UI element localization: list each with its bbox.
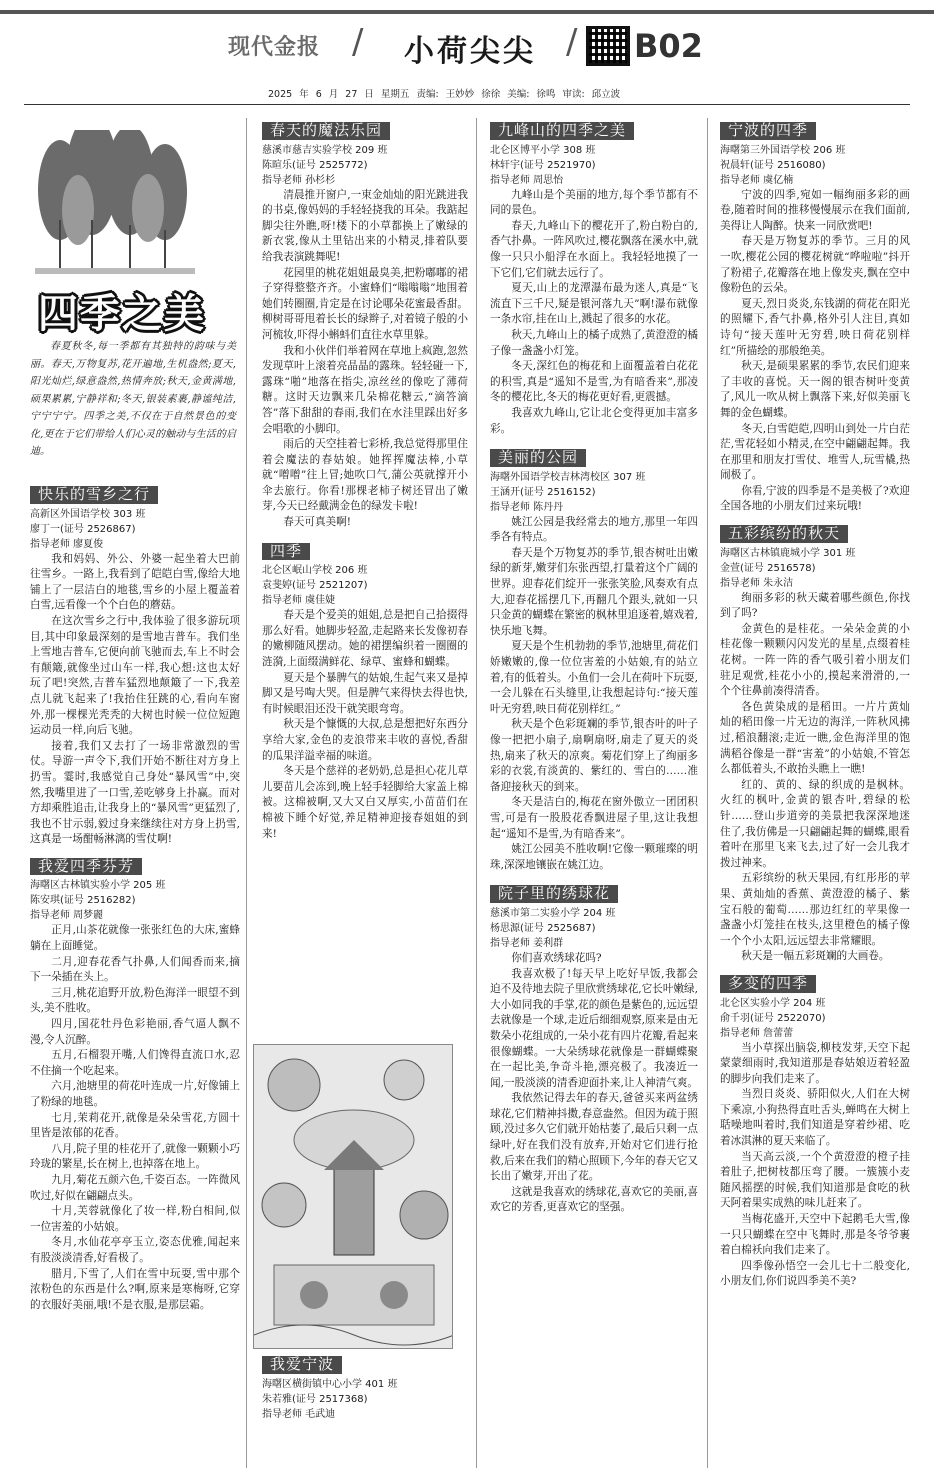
paragraph: 金黄色的是桂花。一朵朵金黄的小桂花像一颗颗闪闪发光的星星,点缀着桂花树。一阵一阵的香气吸引着小朋友们驻足观赏,桂花小小的,摸起来滑滑的,一个个往鼻前凑得清香。 [720,622,910,698]
paragraph: 九峰山是个美丽的地方,每个季节都有不同的景色。 [490,188,698,217]
author: 陈暄乐(证号 2525772) [262,159,368,171]
school: 海曙外国语学校吉林湾校区 307 班 [490,471,646,483]
column-3 [490,120,698,1216]
feature-title: 四季之美 [38,291,206,337]
intro-text: 春夏秋冬,每一季都有其独特的韵味与美丽。春天,万物复苏,花开遍地,生机盎然;夏天,阳光灿烂,绿意盎然,热情奔放;秋天,金黄满地,硕果累累,宁静祥和;冬天,银装素裹,静谧纯洁,宁宁宁宁。四季之美,不仅在于自然景色的变化,更在于它们带给人们心灵的触动与生活的启迪。 [30,341,236,457]
paragraph: 夏天,烈日炎炎,东钱湖的荷花在阳光的照耀下,香气扑鼻,格外引人注目,真如诗句“接天莲叶无穷碧,映日荷花别样红”所描绘的那般绝美。 [720,297,910,357]
article [720,973,910,1290]
article-title: 九峰山的四季之美 [490,122,634,140]
paragraph: 四季像孙悟空一会儿七十二般变化,小朋友们,你们说四季美不美? [720,1259,910,1288]
author: 杨思源(证号 2525687) [490,922,596,934]
author: 俞千羽(证号 2522070) [720,1012,826,1024]
article [262,541,468,843]
article-title: 四季 [262,543,310,561]
author: 金萱(证号 2516578) [720,562,816,574]
header-divider: / [352,22,364,62]
author: 陈安琪(证号 2516282) [30,895,136,907]
teacher: 指导老师 廖夏俊 [30,538,104,550]
paragraph: 清晨推开窗户,一束金灿灿的阳光跳进我的书桌,像妈妈的手轻轻挠我的耳朵。我踮起脚尖往外瞧,呀!楼下的小草都换上了嫩绿的新衣裳,像从土里钻出来的小精灵,排着队要给我表演跳舞呢! [262,188,468,263]
paragraph: 当小草探出脑袋,柳枝发芽,天空下起蒙蒙细雨时,我知道那是春姑娘迈着轻盈的脚步向我们走来了。 [720,1041,910,1085]
paragraph: 秋天是个慷慨的大叔,总是想把好东西分享给大家,金色的麦浪带来丰收的喜悦,香甜的瓜果洋溢幸福的味道。 [262,718,468,762]
paragraph: 绚丽多彩的秋天藏着哪些颜色,你找到了吗? [720,591,910,620]
paragraph: 冬天,白雪皑皑,四明山到处一片白茫茫,雪花轻如小精灵,在空中翩翩起舞。我在那里和朋友打雪仗、堆雪人,玩雪橇,热闹极了。 [720,422,910,482]
childrens-drawing [253,1044,453,1349]
article-title: 美丽的公园 [490,449,586,467]
author: 廖丁一(证号 2526867) [30,523,136,535]
paragraph: 六月,池塘里的荷花叶连成一片,好像铺上了粉绿的地毯。 [30,1080,240,1108]
school: 海曙区横街镇中心小学 401 班 [262,1378,398,1390]
paragraph: 我依然记得去年的春天,爸爸买来两盆绣球花,它们精神抖擞,春意盎然。但因为疏于照顾,没过多久它们就开始枯萎了,最后只剩一点绿叶,好在我们没有放弃,开始对它们进行抢救,后来在我们的精心照顾下,今年的春天它又长出了嫩芽,开出了花。 [490,1092,699,1183]
paragraph: 我喜欢九峰山,它让北仑变得更加丰富多彩。 [490,406,698,435]
column-divider [476,118,477,1468]
teacher: 指导老师 孙杉杉 [262,174,336,186]
paragraph: 九月,菊花五颜六色,千姿百态。一阵微风吹过,好似在翩翩点头。 [30,1173,240,1202]
paragraph: 冬天是洁白的,梅花在窗外傲立一团团积雪,可是有一股股花香飘进屋子里,这让我想起“遥知不是雪,为有暗香来”。 [490,796,698,840]
teacher: 指导老师 詹蕾蕾 [720,1027,794,1039]
paragraph: 五月,石榴裂开嘴,人们馋得直流口水,忍不住摘一个吃起来。 [30,1049,240,1077]
column-2-bottom [262,1354,468,1422]
article [490,120,698,437]
paragraph: 我和小伙伴们举着网在草地上疯跑,忽然发现草叶上滚着亮晶晶的露珠。轻轻碰一下,露珠“啪”地落在指尖,凉丝丝的像吃了薄荷糖。这时天边飘来几朵棉花糖云,“滴答滴答”落下甜甜的春雨,我们在水洼里踩出好多会唱歌的小脚印。 [262,344,468,435]
paragraph: 冬天,深红色的梅花和上面覆盖着白花花的积雪,真是“遥知不是雪,为有暗香来”,那凌冬的樱花比,冬天的梅花更好看,更震撼。 [490,360,698,404]
school: 海曙区古林镇实验小学 205 班 [30,880,166,892]
school: 高新区外国语学校 303 班 [30,508,146,520]
school: 北仑区博平小学 308 班 [490,144,596,156]
paragraph: 腊月,下雪了,人们在雪中玩耍,雪中那个浓粉色的东西是什么?啊,原来是寒梅呀,它穿的衣服好美丽,哦!不是衣服,是那层霜。 [30,1267,240,1311]
article [490,883,698,1216]
author: 朱若雅(证号 2517368) [262,1393,368,1405]
article [490,447,698,873]
paragraph: 秋天是一幅五彩斑斓的大画卷。 [741,950,890,963]
teacher: 指导老师 虞佳婕 [262,595,336,607]
article-title: 院子里的绣球花 [490,885,618,903]
paragraph: 当天高云淡,一个个黄澄澄的橙子挂着肚子,把树枝都压弯了腰。一簇簇小麦随风摇摆的时候,我们知道那是食吃的秋天阿着果实成熟的味儿赶来了。 [720,1150,910,1210]
paragraph: 宁波的四季,宛如一幅绚丽多彩的画卷,随着时间的推移慢慢展示在我们面前,美得让人陶醉。快来一同欣赏吧! [720,188,910,232]
paragraph: 我喜欢极了!每天早上吃好早饭,我都会迫不及待地去院子里欣赏绣球花,它长叶嫩绿,大小如同我的手掌,花的颜色是紫色的,远远望去就像是一个球,走近后细细观察,原来是由无数朵小花组成的,一朵小花有四片花瓣,看起来很像蝴蝶。一大朵绣球花就像是一群蝴蝶聚在一起比美,争奇斗艳,漂亮极了。我凑近一闻,一股淡淡的清香迎面扑来,让人神清气爽。 [490,967,699,1089]
teacher: 指导老师 陈丹丹 [490,501,564,513]
paragraph: 接着,我们又去打了一场非常激烈的雪仗。导游一声令下,我们开始不断往对方身上扔雪。霎时,我感觉自己身处“暴风雪”中,突然,我嘴里进了一口雪,差吃够身上扑赢。而对方却乘胜追击,让我身上的“暴风雪”更猛烈了,我也不甘示弱,毅过身来继续往对方身上扔雪,这真是一场酣畅淋漓的雪仗啊! [30,739,240,846]
paragraph: 姚江公园是我经常去的地方,那里一年四季各有特点。 [490,515,698,544]
paragraph: 雨后的天空挂着七彩桥,我总觉得那里住着会魔法的春姑娘。她挥挥魔法棒,小草就“噌噌”往上冒;她吹口气,蒲公英就撑开小伞去旅行。你看!那棵老柿子树还冒出了嫩芽,今天已经戴满金色的绿发卡啦! [262,438,468,513]
author: 林轩宇(证号 2521970) [490,159,596,171]
column-2 [262,120,468,842]
article [262,120,468,531]
page-code: B02 [634,27,703,65]
paragraph: 四月,国花牡丹色彩艳丽,香气逼人飘不漫,令人沉醉。 [30,1018,240,1046]
school: 慈溪市慈吉实验学校 209 班 [262,144,388,156]
teacher: 指导老师 朱永洁 [720,577,794,589]
article-title: 快乐的雪乡之行 [30,486,158,504]
teacher: 指导老师 虞亿楠 [720,174,794,186]
paragraph: 春天是万物复苏的季节。三月的风一吹,樱花公园的樱花树就“哗啦啦”抖开了粉裙子,花瓣落在地上像发夹,飘在空中像粉色的云朵。 [720,235,910,295]
paragraph: 五彩缤纷的秋天果园,有红彤彤的苹果、黄灿灿的香蕉、黄澄澄的橘子、紫宝石般的葡萄……那边红红的苹果像一盏盏小灯笼挂在枝头,这里橙色的橘子像一个个小太阳,远远望去非常耀眼。 [720,872,910,947]
school: 北仑区岷山学校 206 班 [262,565,368,577]
paragraph: 花园里的桃花姐姐最臭美,把粉嘟嘟的裙子穿得整整齐齐。小蜜蜂们“嗡嗡嗡”地围着她们转圈圈,肯定是在讨论哪朵花蜜最香甜。柳树哥哥甩着长长的绿辫子,对着镜子般的小河梳妆,吓得小蝌蚪们直往水草里躲。 [262,266,468,341]
article [720,120,910,515]
column-1 [30,484,240,1313]
article-title: 五彩缤纷的秋天 [720,525,848,543]
column-divider [246,118,247,1468]
article-title: 多变的四季 [720,975,816,993]
school: 慈溪市第二实验小学 204 班 [490,907,616,919]
article-title: 宁波的四季 [720,122,816,140]
paragraph: 秋天,是硕果累累的季节,农民们迎来了丰收的喜悦。天一阁的银杏树叶变黄了,风儿一吹从树上飘落下来,好似美丽飞舞的金色蝴蝶。 [720,360,910,419]
paragraph: 冬月,水仙花亭亭玉立,姿态优雅,闻起来有股淡淡清香,好看极了。 [30,1236,240,1264]
teacher: 指导老师 周思怡 [490,174,564,186]
dateline: 2025 年 6 月 27 日 星期五 责编: 王妙妙 徐徐 美编: 徐鸣 审读: 邱立波 [268,89,621,100]
teacher: 指导老师 周梦麗 [30,910,104,922]
paragraph: 这就是我喜欢的绣球花,喜欢它的美丽,喜欢它的芳香,更喜欢它的坚强。 [490,1185,699,1214]
school: 北仑区实验小学 204 班 [720,997,826,1009]
drawing-illustration [254,1045,453,1349]
paragraph: 当梅花盛开,天空中下起鹅毛大雪,像一只只蝴蝶在空中飞舞时,那是冬爷爷裹着白棉袄向我们走来了。 [720,1213,910,1257]
column-divider [707,118,708,1468]
paragraph: 秋天,九峰山上的橘子成熟了,黄澄澄的橘子像一盏盏小灯笼。 [490,328,699,357]
header-divider: / [566,22,578,62]
article-title: 春天的魔法乐园 [262,122,390,140]
top-rule [0,10,934,14]
paragraph: 夏天,山上的龙潭瀑布最为迷人,真是“飞流直下三千尺,疑是银河落九天”啊!瀑布就像一条水帘,挂在山上,溅起了很多的水花。 [490,282,698,326]
paragraph: 正月,山茶花就像一张张红色的大床,蜜蜂躺在上面睡觉。 [30,924,240,953]
article [30,484,240,848]
paragraph: 秋天是个色彩斑斓的季节,银杏叶的叶子像一把把小扇子,扇啊扇呀,扇走了夏天的炎热,扇来了秋天的凉爽。菊花们穿上了绚丽多彩的衣裳,有淡黄的、紫红的、雪白的……准备迎接秋天的到来。 [490,718,698,793]
teacher: 指导老师 毛武迪 [262,1408,336,1420]
paragraph: 三月,桃花追野开放,粉色海洋一眼望不到头,美不胜收。 [30,986,240,1015]
column-4 [720,120,910,1290]
teacher: 指导老师 姜利群 [490,937,564,949]
paragraph: 二月,迎春花香气扑鼻,人们闻香而来,摘下一朵插在头上。 [30,955,240,984]
newspaper-brand: 现代金报 [228,35,321,60]
qr-code-icon [586,26,630,66]
column-name: 小荷尖尖 [404,34,536,69]
paragraph: 春天,九峰山下的樱花开了,粉白粉白的,香气扑鼻。一阵风吹过,樱花飘落在溪水中,就像一只只小船浮在水面上。我轻轻地摸了一下它们,它们就去远行了。 [490,219,699,279]
paragraph: 我和妈妈、外公、外婆一起坐着大巴前往雪乡。一路上,我看到了皑皑白雪,像给大地铺上了一层洁白的地毯,雪乡的小屋上覆盖着白雪,远看像一个个白色的蘑菇。 [30,552,240,612]
paragraph: 当烈日炎炎、骄阳似火,人们在大树下乘凉,小狗热得直吐舌头,蝉鸣在大树上聒噪地叫着时,我们知道是穿着纱裙、吃着冰淇淋的夏天来临了。 [720,1088,910,1148]
school: 海曙第三外国语学校 206 班 [720,144,846,156]
paragraph: 你看,宁波的四季是不是美极了?欢迎全国各地的小朋友们过来玩哦! [720,484,910,513]
paragraph: 在这次雪乡之行中,我体验了很多游玩项目,其中印象最深刻的是雪地吉普车。我们坐上雪地吉普车,它便向前飞驰而去,车上不时会有颠簸,就像坐过山车一样,我心想:这也太好玩了吧!突然,吉普车猛烈地颠簸了一下,我差点儿就飞起来了!我抬住狂跳的心,看向车窗外,那一棵棵光秃秃的大树也时候一位位短跑运动员一样,向后飞驰。 [30,614,240,737]
school: 海曙区古林镇鹿城小学 301 班 [720,547,856,559]
paragraph: 你们喜欢绣球花吗? [511,951,602,964]
author: 祝晨轩(证号 2516080) [720,159,826,171]
article [720,523,910,965]
paragraph: 夏天是个生机勃勃的季节,池塘里,荷花们娇嫩嫩的,像一位位害羞的小姑娘,有的站立着,有的低着头。小鱼们一会儿在荷叶下玩耍,一会儿躲在石头缝里,让我想起诗句:“接天莲叶无穷碧,映日荷花别样红。” [490,640,699,715]
paragraph: 春天是个爱美的姐姐,总是把自己拾掇得那么好看。她脚步轻盈,走起路来长发像初春的嫩柳随风摆动。她的裙摆编织着一圈圈的涟漪,上面缀满鲜花、绿草、蜜蜂和蝴蝶。 [262,609,468,669]
trees-illustration [30,130,200,280]
paragraph: 冬天是个慈祥的老奶奶,总是担心花儿草儿要苗儿会冻到,晚上轻手轻脚给大家盖上棉被。这棉被啊,又大又白又厚实,小苗苗们在棉被下睡个好觉,养足精神迎接春姐姐的到来! [262,765,468,840]
author: 袁斐婷(证号 2521207) [262,580,368,592]
feature-intro [30,338,236,461]
author: 王涵开(证号 2516152) [490,486,596,498]
paragraph: 春天是个万物复苏的季节,银杏树吐出嫩绿的新芽,嫩芽们东张西望,打量着这个广阔的世界。迎春花们绽开一张张笑脸,风奏欢有点大,迎春花摇摆几下,再翻几个跟头,就如一只只金黄的蝴蝶在繁密的枫林里追逐着,嬉戏着,快乐地飞舞。 [490,546,699,637]
article-title: 我爱宁波 [262,1356,342,1374]
article-title: 我爱四季芬芳 [30,858,142,876]
paragraph: 夏天是个暴脾气的姑娘,生起气来又是掉脚又是号啕大哭。但是脾气来得快去得也快,有时候眼泪还没干就笑眼弯弯。 [262,671,468,715]
paragraph: 各色黄染成的是稻田。一片片黄灿灿的稻田像一片无边的海洋,一阵秋风拂过,稻浪翻滚;走近一瞧,金色海洋里的饱满稻谷像是一群“害羞”的小姑娘,不管怎么都低着头,不敢抬头瞧上一瞧! [720,700,910,776]
paragraph: 姚江公园美不胜收啊!它像一颗璀璨的明珠,深深地镶嵌在姚江边。 [490,843,698,871]
paragraph: 红的、黄的、绿的织成的是枫林。火红的枫叶,金黄的银杏叶,碧绿的松针……登山步道旁的美景把我深深地迷住了,我仿佛是一只翩翩起舞的蝴蝶,眼看着叶在那里飞来飞去,过了好一会儿我才拨过神来。 [720,778,910,869]
paragraph: 春天可真美啊! [283,516,352,529]
paragraph: 七月,茉莉花开,就像是朵朵雪花,方圆十里皆是浓郁的花香。 [30,1111,240,1140]
header-rule [24,104,910,105]
paragraph: 十月,芙蓉就像化了妆一样,粉白相间,似一位害羞的小姑娘。 [30,1205,240,1233]
paragraph: 八月,院子里的桂花开了,就像一颗颗小巧玲珑的繁星,长在树上,也掉落在地上。 [30,1142,240,1171]
article [30,856,240,1313]
